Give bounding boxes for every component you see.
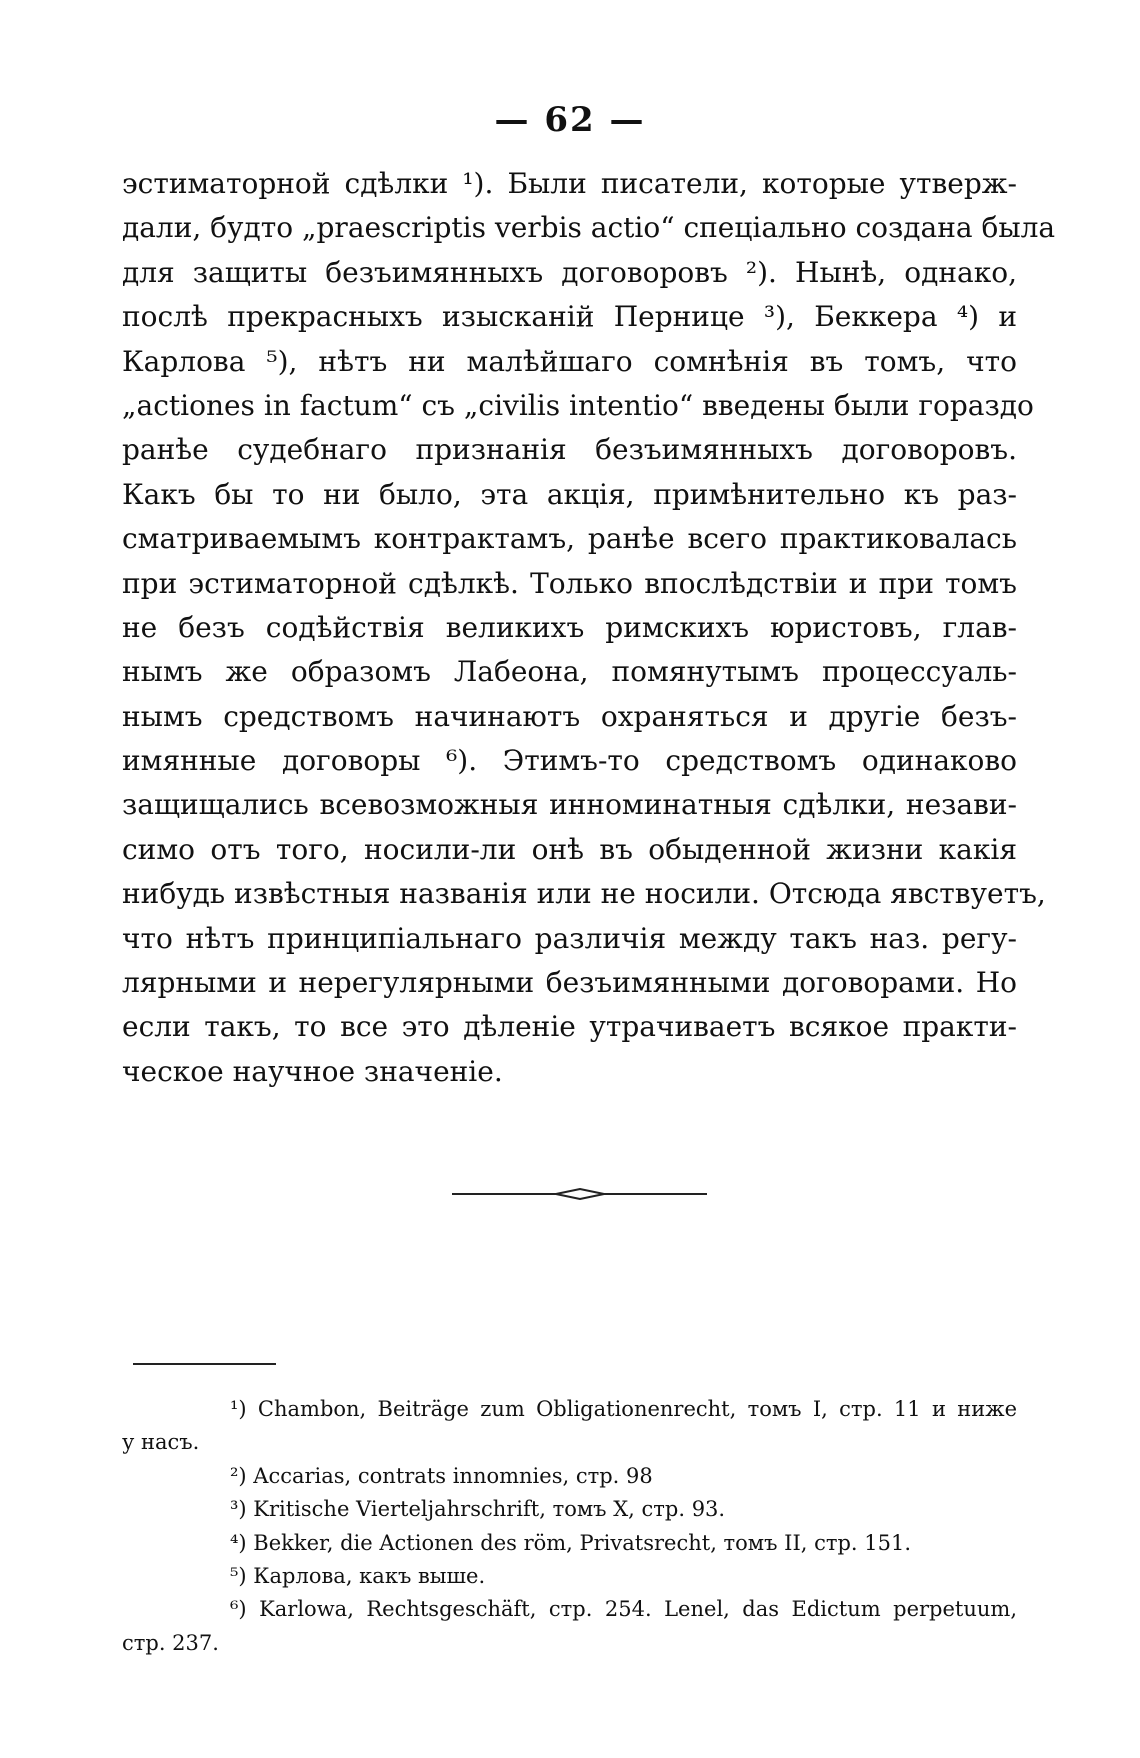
footnote-line: ¹) Chambon, Beiträge zum Obligationenrecht, томъ I, стр. 11 и ниже bbox=[230, 1397, 1017, 1421]
text-line: если такъ, то все это дѣленіе утрачиваетъ всякое практи- bbox=[122, 1010, 1017, 1044]
footnote-line: ⁴) Bekker, die Actionen des röm, Privatsrecht, томъ II, стр. 151. bbox=[230, 1530, 912, 1555]
footnote-line: у насъ. bbox=[122, 1430, 200, 1455]
text-line: имянные договоры ⁶). Этимъ-то средствомъ одинаково bbox=[122, 744, 1017, 778]
text-line: послѣ прекрасныхъ изысканій Пернице ³), Беккера ⁴) и bbox=[122, 300, 1017, 334]
text-line: симо отъ того, носили-ли онѣ въ обыденной жизни какія bbox=[122, 832, 1017, 866]
footnote-line: ²) Accarias, contrats innomnies, стр. 98 bbox=[230, 1463, 653, 1488]
text-line: не безъ содѣйствія великихъ римскихъ юристовъ, глав- bbox=[122, 610, 1017, 644]
footnotes bbox=[122, 1393, 1017, 1660]
footnote-rule bbox=[133, 1363, 276, 1365]
text-line: ческое научное значеніе. bbox=[122, 1054, 503, 1088]
footnote-line: ⁶) Karlowa, Rechtsgeschäft, стр. 254. Lenel, das Edictum perpetuum, bbox=[230, 1597, 1017, 1622]
body-text bbox=[122, 162, 1056, 1094]
footnote-line: ⁵) Карлова, какъ выше. bbox=[230, 1563, 486, 1588]
text-line: Карлова ⁵), нѣтъ ни малѣйшаго сомнѣнія въ томъ, что bbox=[122, 344, 1017, 378]
footnote-line: стр. 237. bbox=[122, 1630, 219, 1655]
text-line: нибудь извѣстныя названія или не носили. Отсюда явствуетъ, bbox=[122, 877, 1046, 911]
text-line: дали, будто „praescriptis verbis actio“ спеціально создана была bbox=[122, 211, 1056, 245]
text-line: нымъ же образомъ Лабеона, помянутымъ процессуаль- bbox=[122, 655, 1017, 689]
text-line: что нѣтъ принципіальнаго различія между такъ наз. регу- bbox=[122, 921, 1017, 955]
section-divider-ornament bbox=[452, 1188, 707, 1200]
text-line: сматриваемымъ контрактамъ, ранѣе всего практиковалась bbox=[122, 522, 1017, 556]
text-line: при эстиматорной сдѣлкѣ. Только впослѣдствіи и при томъ bbox=[122, 566, 1017, 600]
text-line: эстиматорной сдѣлки ¹). Были писатели, которые утверж- bbox=[122, 167, 1017, 200]
text-line: нымъ средствомъ начинаютъ охраняться и другіе безъ- bbox=[122, 699, 1017, 733]
text-line: Какъ бы то ни было, эта акція, примѣнительно къ раз- bbox=[122, 477, 1017, 511]
text-line: „actiones in factum“ съ „civilis intentio“ введены были гораздо bbox=[122, 388, 1034, 422]
text-line: лярными и нерегулярными безъимянными договорами. Но bbox=[122, 966, 1017, 1000]
text-line: для защиты безъимянныхъ договоровъ ²). Нынѣ, однако, bbox=[122, 255, 1017, 289]
text-line: защищались всевозможныя инноминатныя сдѣлки, незави- bbox=[122, 788, 1017, 822]
page-number: — 62 — bbox=[494, 100, 646, 140]
footnote-line: ³) Kritische Vierteljahrschrift, томъ X, стр. 93. bbox=[230, 1497, 726, 1522]
text-line: ранѣе судебнаго признанія безъимянныхъ договоровъ. bbox=[122, 433, 1017, 467]
